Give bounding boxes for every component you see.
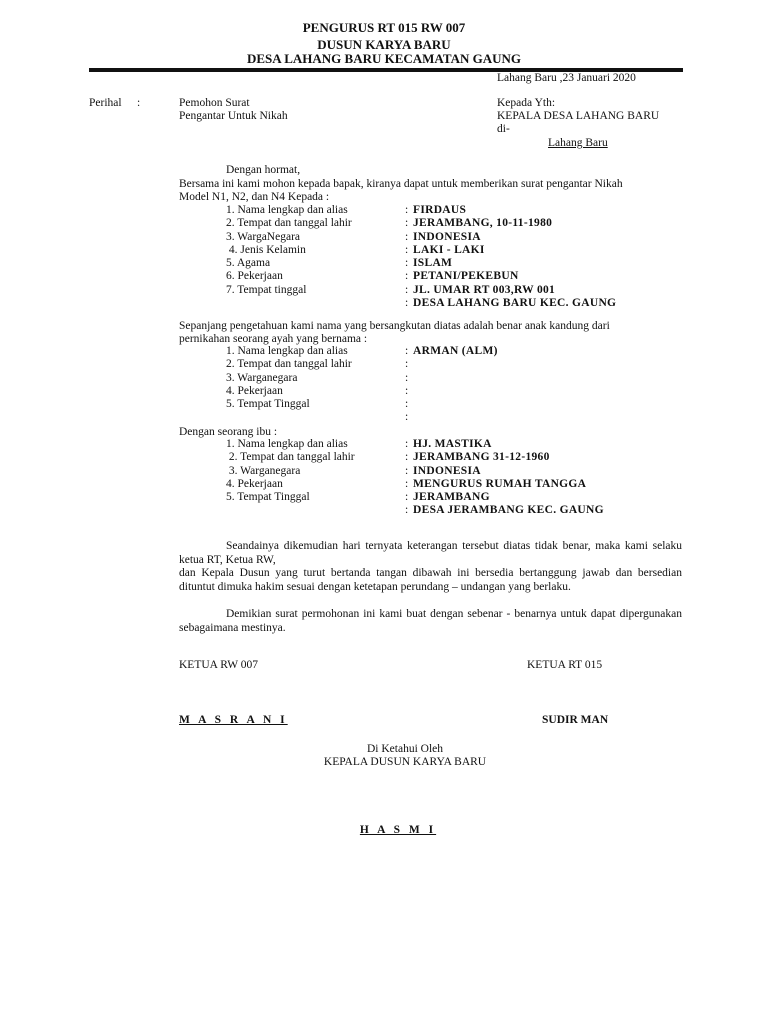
field-label: 1. Nama lengkap dan alias <box>226 345 348 357</box>
field-value: FIRDAUS <box>413 204 467 216</box>
field-label: 3. Warganegara <box>226 464 301 477</box>
mother-intro: Dengan seorang ibu : <box>179 426 278 438</box>
dusun-title: KEPALA DUSUN KARYA BARU <box>323 756 487 768</box>
field-label: 4. Pekerjaan <box>226 384 283 397</box>
field-value: JERAMBANG, 10-11-1980 <box>413 217 553 230</box>
field-label: 3. Warganegara <box>226 371 298 384</box>
field-value: MENGURUS RUMAH TANGGA <box>413 477 587 490</box>
field-label: 1. Nama lengkap dan alias <box>226 204 348 216</box>
field-colon: : <box>405 491 409 504</box>
intro-line-2: Model N1, N2, dan N4 Kepada : <box>179 191 330 203</box>
field-label: 1. Nama lengkap dan alias <box>226 438 348 450</box>
field-label: 5. Agama <box>226 257 271 270</box>
field-label: 4. Jenis Kelamin <box>226 243 306 256</box>
field-colon: : <box>405 297 409 310</box>
field-colon: : <box>405 464 409 477</box>
closing-paragraph-2 <box>179 608 682 635</box>
field-colon: : <box>405 371 409 384</box>
field-value: LAKI - LAKI <box>413 243 485 256</box>
field-value: JL. UMAR RT 003,RW 001 <box>413 283 556 296</box>
field-colon: : <box>405 438 409 450</box>
field-value: ISLAM <box>413 257 453 270</box>
field-value: JERAMBANG 31-12-1960 <box>413 451 550 464</box>
field-value: HJ. MASTIKA <box>413 438 492 450</box>
letter-date: Lahang Baru ,23 Januari 2020 <box>497 72 636 84</box>
field-colon: : <box>405 270 409 283</box>
recipient-line-1: Kepada Yth: <box>497 97 556 109</box>
field-label: 7. Tempat tinggal <box>226 283 307 296</box>
field-label: 4. Pekerjaan <box>226 477 283 490</box>
father-intro-line-2: pernikahan seorang ayah yang bernama : <box>179 333 368 345</box>
father-intro-line-1: Sepanjang pengetahuan kami nama yang bersangkutan diatas adalah benar anak kandung dari <box>179 320 610 332</box>
field-colon: : <box>405 257 409 270</box>
perihal-line-2: Pengantar Untuk Nikah <box>179 110 288 122</box>
rt-title: KETUA RT 015 <box>527 659 603 671</box>
field-value: INDONESIA <box>413 464 481 477</box>
field-label: 2. Tempat dan tanggal lahir <box>226 217 352 230</box>
rt-name: SUDIR MAN <box>542 714 609 726</box>
recipient-place: Lahang Baru <box>548 137 608 149</box>
recipient-line-3: di- <box>497 123 510 135</box>
field-colon: : <box>405 398 409 411</box>
field-value: JERAMBANG <box>413 491 490 504</box>
field-colon: : <box>405 477 409 490</box>
header-line-3: DESA LAHANG BARU KECAMATAN GAUNG <box>247 51 521 66</box>
field-label: 6. Pekerjaan <box>226 270 283 283</box>
field-value: INDONESIA <box>413 230 481 243</box>
perihal-colon: : <box>137 97 141 109</box>
closing-paragraph-1 <box>179 540 682 594</box>
field-colon: : <box>405 384 409 397</box>
known-by: Di Ketahui Oleh <box>366 743 443 755</box>
rw-title: KETUA RW 007 <box>179 659 259 671</box>
field-colon: : <box>405 283 409 296</box>
greeting: Dengan hormat, <box>226 164 301 176</box>
field-colon: : <box>405 217 409 230</box>
header-line-2: DUSUN KARYA BARU <box>317 37 451 52</box>
field-colon: : <box>405 504 409 517</box>
field-colon: : <box>405 345 409 357</box>
perihal-line-1: Pemohon Surat <box>179 97 250 109</box>
field-value: PETANI/PEKEBUN <box>413 270 519 283</box>
field-colon: : <box>405 451 409 464</box>
field-label: 2. Tempat dan tanggal lahir <box>226 358 352 371</box>
intro-line-1: Bersama ini kami mohon kepada bapak, kiranya dapat untuk memberikan surat pengantar Nikah <box>179 178 623 190</box>
field-label: 3. WargaNegara <box>226 230 301 243</box>
field-colon: : <box>405 230 409 243</box>
dusun-name: H A S M I <box>359 824 437 836</box>
field-label: 2. Tempat dan tanggal lahir <box>226 451 355 464</box>
closing-1b: dan Kepala Dusun yang turut bertanda tangan dibawah ini bersedia bertanggung jawab dan bersedian dituntut dimuka hakim sesuai dengan ketetapan perundang – undangan yang berlaku. <box>179 567 682 593</box>
rw-name: M A S R A N I <box>179 714 288 726</box>
field-value: DESA JERAMBANG KEC. GAUNG <box>413 504 604 517</box>
field-value: DESA LAHANG BARU KEC. GAUNG <box>413 297 617 310</box>
perihal-label: Perihal <box>89 97 122 109</box>
header-line-1: PENGURUS RT 015 RW 007 <box>302 20 466 35</box>
field-label: 5. Tempat Tinggal <box>226 491 310 504</box>
field-colon: : <box>405 358 409 371</box>
closing-2: Demikian surat permohonan ini kami buat dengan sebenar - benarnya untuk dapat dipergunakan sebagaimana mestinya. <box>179 608 682 634</box>
field-label: 5. Tempat Tinggal <box>226 398 310 411</box>
field-colon: : <box>405 243 409 256</box>
recipient-line-2: KEPALA DESA LAHANG BARU <box>497 110 660 122</box>
field-colon: : <box>405 204 409 216</box>
closing-1a: Seandainya dikemudian hari ternyata keterangan tersebut diatas tidak benar, maka kami selaku ketua RT, Ketua RW, <box>179 540 682 566</box>
field-colon: : <box>405 411 409 424</box>
field-value: ARMAN (ALM) <box>413 345 498 357</box>
